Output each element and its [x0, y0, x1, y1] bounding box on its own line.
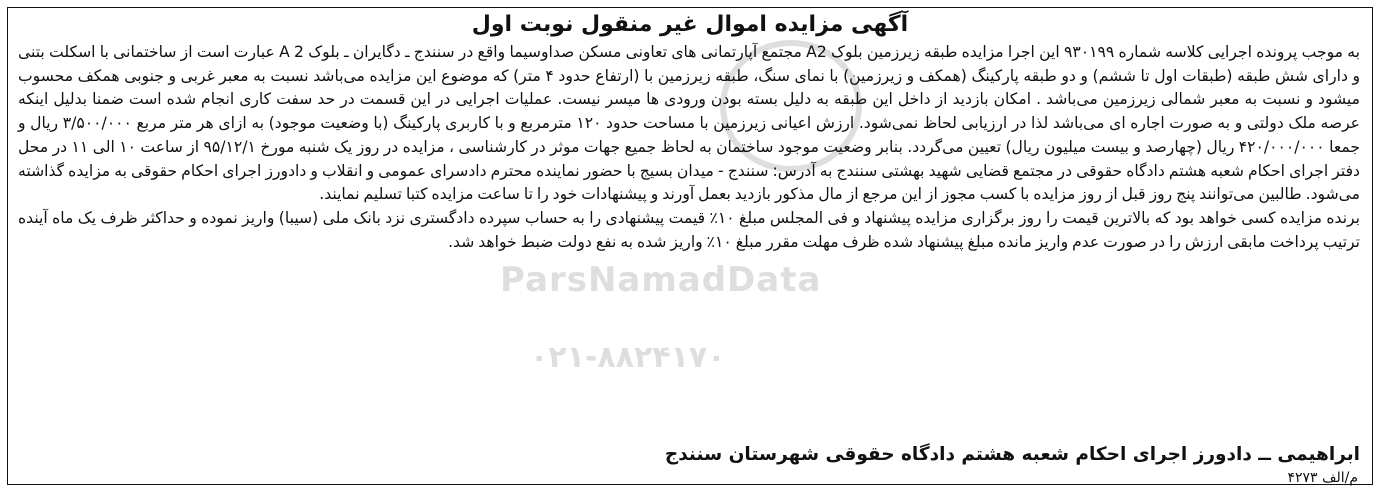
notice-signature: ابراهیمی ــ دادورز اجرای احکام شعبه هشتم دادگاه حقوقی شهرستان سنندج: [664, 444, 1360, 465]
notice-paragraph-2: برنده مزایده کسی خواهد بود که بالاترین قیمت را روز برگزاری مزایده پیشنهاد و فی المجلس مبلغ ۱۰٪ قیمت پیشنهادی را به حساب سپرده دادگستری نزد بانک ملی (سیبا) واریز نموده و حداکثر ظرف یک ماه آینده ترتیب پرداخت مابقی ارزش را در صورت عدم واریز مانده مبلغ پیشنهاد شده ظرف مهلت مقرر مبلغ ۱۰٪ واریز شده به نفع دولت ضبط خواهد شد.: [18, 208, 1360, 251]
notice-body: [18, 41, 1360, 254]
notice-reference: م/الف ۴۲۷۳: [1287, 470, 1358, 486]
notice-title: آگهی مزایده اموال غیر منقول نوبت اول: [471, 12, 909, 37]
notice-frame: [7, 7, 1373, 485]
watermark-phone: ۰۲۱-۸۸۲۴۱۷۰: [530, 340, 726, 375]
watermark-text: ParsNamadData: [500, 260, 822, 300]
notice-paragraph-1: به موجب پرونده اجرایی کلاسه شماره ۹۳۰۱۹۹ این اجرا مزایده طبقه زیرزمین بلوک A2 مجتمع آپارتمانی های تعاونی مسکن صداوسیما واقع در سنندج ـ دگایران ـ بلوک A 2 عبارت است از ساختمانی با اسکلت بتنی و دارای شش طبقه (طبقات اول تا ششم) و دو طبقه پارکینگ (همکف و زیرزمین) با نمای سنگ، طبقه زیرزمین با (ارتفاع حدود ۴ متر) که موضوع این مزایده می‌باشد نسبت به معبر غربی و جنوبی همکف محسوب میشود و نسبت به معبر شمالی زیرزمین می‌باشد . امکان بازدید از داخل این طبقه به دلیل بسته بودن ورودی ها میسر نیست. عملیات اجرایی در این قسمت در حد سفت کاری انجام شده است ضمنا بدلیل اینکه عرصه ملک دولتی و به صورت اجاره ای می‌باشد لذا در ارزیابی لحاظ نمی‌شود. ارزش اعیانی زیرزمین با مساحت حدود ۱۲۰ مترمربع و با کاربری پارکینگ (با وضعیت موجود) به ازای هر متر مربع ۳/۵۰۰/۰۰۰ ریال و جمعا ۴۲۰/۰۰۰/۰۰۰ ریال (چهارصد و بیست میلیون ریال) تعیین می‌گردد. بنابر وضعیت موجود ساختمان به لحاظ جمیع جهات موثر در کارشناسی ، مزایده در روز یک شنبه مورخ ۹۵/۱۲/۱ از ساعت ۱۰ الی ۱۱ در محل دفتر اجرای احکام شعبه هشتم دادگاه حقوقی در مجتمع قضایی شهید بهشتی سنندج به آدرس: سنندج - میدان بسیج با حضور نماینده محترم دادسرای عمومی و انقلاب و دادورز اجرای احکام حقوقی به مزایده گذاشته می‌شود. طالبین می‌توانند پنج روز قبل از روز مزایده با کسب مجوز از این مرجع از مال مذکور بازدید بعمل آورند و پیشنهادات خود را تا ساعت مزایده کتبا تسلیم نمایند.: [18, 43, 1361, 204]
